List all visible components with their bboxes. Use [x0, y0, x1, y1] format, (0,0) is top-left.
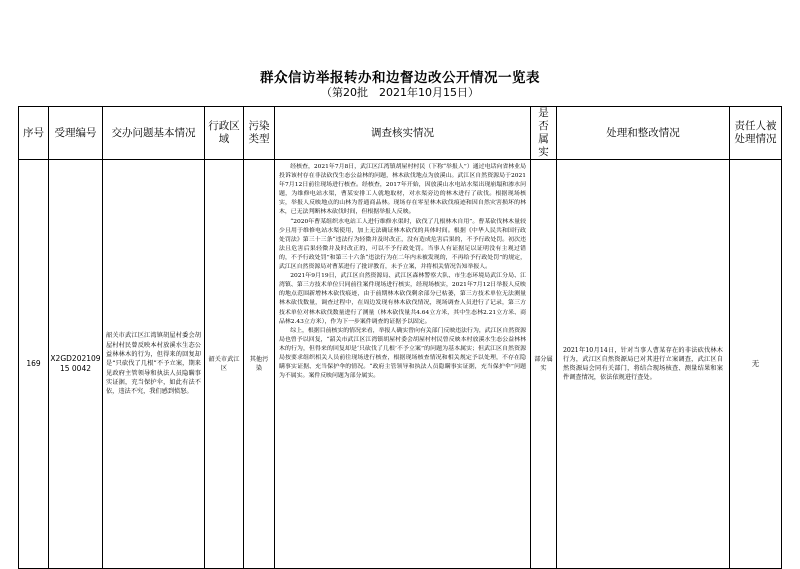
header-seq: 序号	[19, 107, 49, 160]
header-handling: 处理和整改情况	[557, 107, 730, 160]
table-row	[19, 160, 782, 569]
header-type: 污染类型	[244, 107, 275, 160]
investigation-paragraph: “2020年曹某组织水电站工人进行维修水渠时，砍伐了几根林木自用”。曹某砍伐林木量较少且用于维修电站水渠使用，加上无法确证林木砍伐的具体时间。根据《中华人民共和国行政处罚法》第三十三条“违法行为轻微并及时改正，没有造成危害后果的，不予行政处罚。初次违法且危害后果轻微并及时改正的，可以不予行政处罚。当事人有证据足以证明没有主观过错的，不予行政处罚”和第三十六条“违法行为在二年内未被发现的，不再给予行政处罚”的规定，武江区自然资源局对曹某进行了批评教育，未予立案，并将相关情况告知举报人。	[279, 218, 526, 271]
cell-id: X2GD20210915 0042	[49, 160, 103, 569]
disclosure-table	[18, 106, 782, 569]
cell-complaint: 韶关市武江区江湾镇胡屋村委会胡屋村村民曾反映本村放溪水生态公益林林木的行为，但得来的回复却是“只砍伐了几根”不予立案，期来见政府主管领导和执法人员隐瞒事实证据，充当保护伞，如此有法不依，违法不究，我们感到愤怒。	[103, 160, 205, 569]
header-responsible: 责任人被处理情况	[730, 107, 782, 160]
header-investigation: 调查核实情况	[275, 107, 531, 160]
header-complaint: 交办问题基本情况	[103, 107, 205, 160]
header-id: 受理编号	[49, 107, 103, 160]
cell-responsible: 无	[730, 160, 782, 569]
header-verified: 是否属实	[531, 107, 557, 160]
header-district: 行政区域	[205, 107, 244, 160]
investigation-paragraph: 综上，根据目前核实的情况来看，举报人确实曾向有关部门反映违法行为，武江区自然资源局也曾予以回复，“韶关市武江区江湾镇胡屋村委会胡屋村村民曾反映本村放溪水生态公益林林木的行为，但得来的回复却是‘只砍伐了几根’不予立案”的问题为基本属实；但武江区自然资源局按要求组织相关人员前往现场进行核查，根据现场核查情况和相关规定予以处理，不存在隐瞒事实证据、充当保护伞的情况。“政府主管领导和执法人员隐瞒事实证据，充当保护伞”问题为不属实。案件反映问题为部分属实。	[279, 327, 526, 380]
cell-district: 韶关市武江区	[205, 160, 244, 569]
cell-type: 其他污染	[244, 160, 275, 569]
investigation-paragraph: 经核查，2021年7月8日，武江区江湾镇胡屋村村民（下称“举报人”）通过电话向省林业局投诉该村存在非法砍伐生态公益林的问题，林木砍伐地点为放溪山。武江区自然资源局于2021年7月12日前往现场进行核查。经核查，2017年开始，因放溪山水电站水渠出现崩塌和渗水问题，为维修电站水渠，曹某安排工人就地取材，对水渠旁边的林木进行了砍伐。根据现场核实，举报人反映地点的山林为普通商品林。现场存在零星林木砍伐痕迹和因自然灾害损坏的林木，已无法判断林木砍伐时间，但根据举报人反映。	[279, 164, 526, 216]
table-header-row	[19, 107, 782, 160]
cell-handling: 2021年10月14日，针对当事人曹某存在的非法砍伐林木行为，武江区自然资源局已对其进行立案调查，武江区自然资源局会同有关部门，将结合现场核查、测量结果和案件调查情况，依法依规进行查处。	[557, 160, 730, 569]
document-subtitle: （第20批 2021年10月15日）	[321, 86, 479, 99]
investigation-paragraph: 2021年9月19日，武江区自然资源局、武江区森林警察大队、市生态环境局武江分局、江湾镇、第三方技术单位只同前往案件现场进行核实，经现场核实，2021年7月12日举报人反映的地点范围新增林木砍伐痕迹，由于前期林木砍伐剩余部分已枯萎，第三方技术单位无法测量林木砍伐数量，调查过程中，在周边发现有林木砍伐情况，现场调查人员进行了记录，第三方技术单位对林木砍伐数量进行了测量（林木砍伐量共4.64立方米，其中生态林2.21立方米、商品林2.43立方米），作为下一步案件调查的证据予以固定。	[279, 273, 526, 325]
document-title: 群众信访举报转办和边督边改公开情况一览表	[260, 70, 540, 86]
cell-seq: 169	[19, 160, 49, 569]
cell-verified: 部分属实	[531, 160, 557, 569]
cell-investigation	[275, 160, 531, 569]
